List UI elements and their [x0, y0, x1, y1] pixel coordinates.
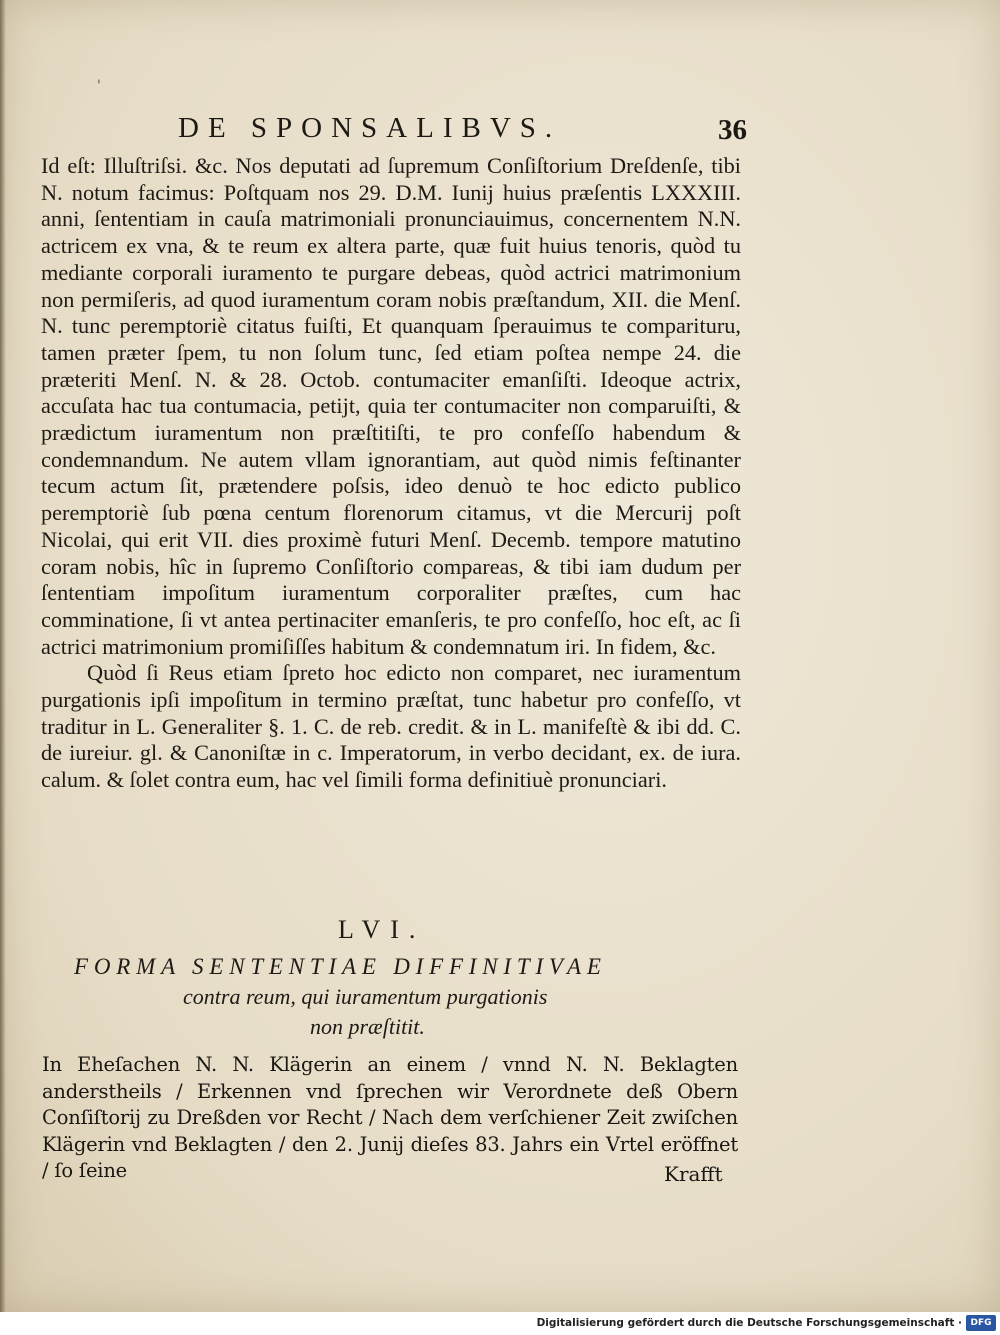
- section-number: LVI.: [338, 915, 426, 944]
- page-gutter-shadow: [0, 0, 6, 1312]
- section-subtitle-line-1: contra reum, qui iuramentum purgationis: [183, 984, 548, 1009]
- main-text-block: [41, 153, 741, 794]
- section-title: FORMA SENTENTIAE DIFFINITIVAE: [74, 954, 607, 979]
- catchword: Krafft: [664, 1162, 723, 1186]
- running-header: DE SPONSALIBVS.: [178, 112, 562, 144]
- paragraph-commentary: Quòd ſi Reus etiam ſpreto hoc edicto non comparet, nec iuramentum purgationis ipſi impoſitum in termino præſtat, tunc habetur pro confeſſo, vt traditur in L. Generaliter §. 1. C. de reb. credit. & in L. manifeſtè & ibi dd. C. de iureiur. gl. & Canoniſtæ in c. Imperatorum, in verbo decidant, ex. de iura. calum. & ſolet contra eum, hac vel ſimili forma definitiuè pronunciari.: [41, 660, 741, 793]
- paragraph-edict: Id eſt: Illuſtriſsi. &c. Nos deputati ad ſupremum Conſiſtorium Dreſdenſe, tibi N. notum facimus: Poſtquam nos 29. D.M. Iunij huius præſentis LXXXIII. anni, ſententiam in cauſa matrimoniali pronunciauimus, concernentem N.N. actricem ex vna, & te reum ex altera parte, quæ fuit huius tenoris, quòd tu mediante corporali iuramento te purgare debeas, quòd actrici matrimonium non permiſeris, ad quod iuramentum coram nobis præſtandum, XII. die Menſ. N. tunc peremptoriè citatus fuiſti, Et quanquam ſperauimus te comparituru, tamen præter ſpem, tu non ſolum tunc, ſed etiam poſtea nempe 24. die præteriti Menſ. N. & 28. Octob. contumaciter emanſiſti. Ideoque actrix, accuſata hac tua contumacia, petijt, quia ter contumaciter non comparuiſti, & prædictum iuramentum non præſtitiſti, te pro confeſſo habendum & condemnandum. Ne autem vllam ignorantiam, aut quòd nimis feſtinanter tecum actum ſit, prætendere poſsis, ideo denuò te hoc edicto publico peremptoriè ſub pœna centum florenorum citamus, vt die Mercurij poſt Nicolai, qui erit VII. dies proximè futuri Menſ. Decemb. tempore matutino coram nobis, hîc in ſupremo Conſiſtorio compareas, & tibi iam dudum per ſententiam impoſitum iuramentum corporaliter præſtes, cum hac comminatione, ſi vt antea pertinaciter emanſeris, te pro confeſſo, hoc eſt, ac ſi actrici matrimonium promiſiſſes habitum & condemnatum iri. In fidem, &c.: [41, 153, 741, 659]
- page-number: 36: [718, 114, 747, 146]
- ink-speck: ': [97, 78, 101, 94]
- dfg-logo-icon: DFG: [966, 1315, 996, 1331]
- german-blackletter-text: In Eheſachen N. N. Klägerin an einem / vnnd N. N. Beklagten anderstheils / Erkennen vnd ſprechen wir Verordnete deß Obern Conſiſtorij zu Dreßden vor Recht / Nach dem verſchiener Zeit zwiſchen Klägerin vnd Beklagten / den 2. Junij dieſes 83. Jahrs ein Vrtel eröffnet / ſo ſeine: [42, 1053, 738, 1182]
- digitization-credit: Digitalisierung gefördert durch die Deutsche Forschungsgemeinschaft ·: [536, 1317, 962, 1329]
- section-subtitle-line-2: non præſtitit.: [310, 1014, 425, 1039]
